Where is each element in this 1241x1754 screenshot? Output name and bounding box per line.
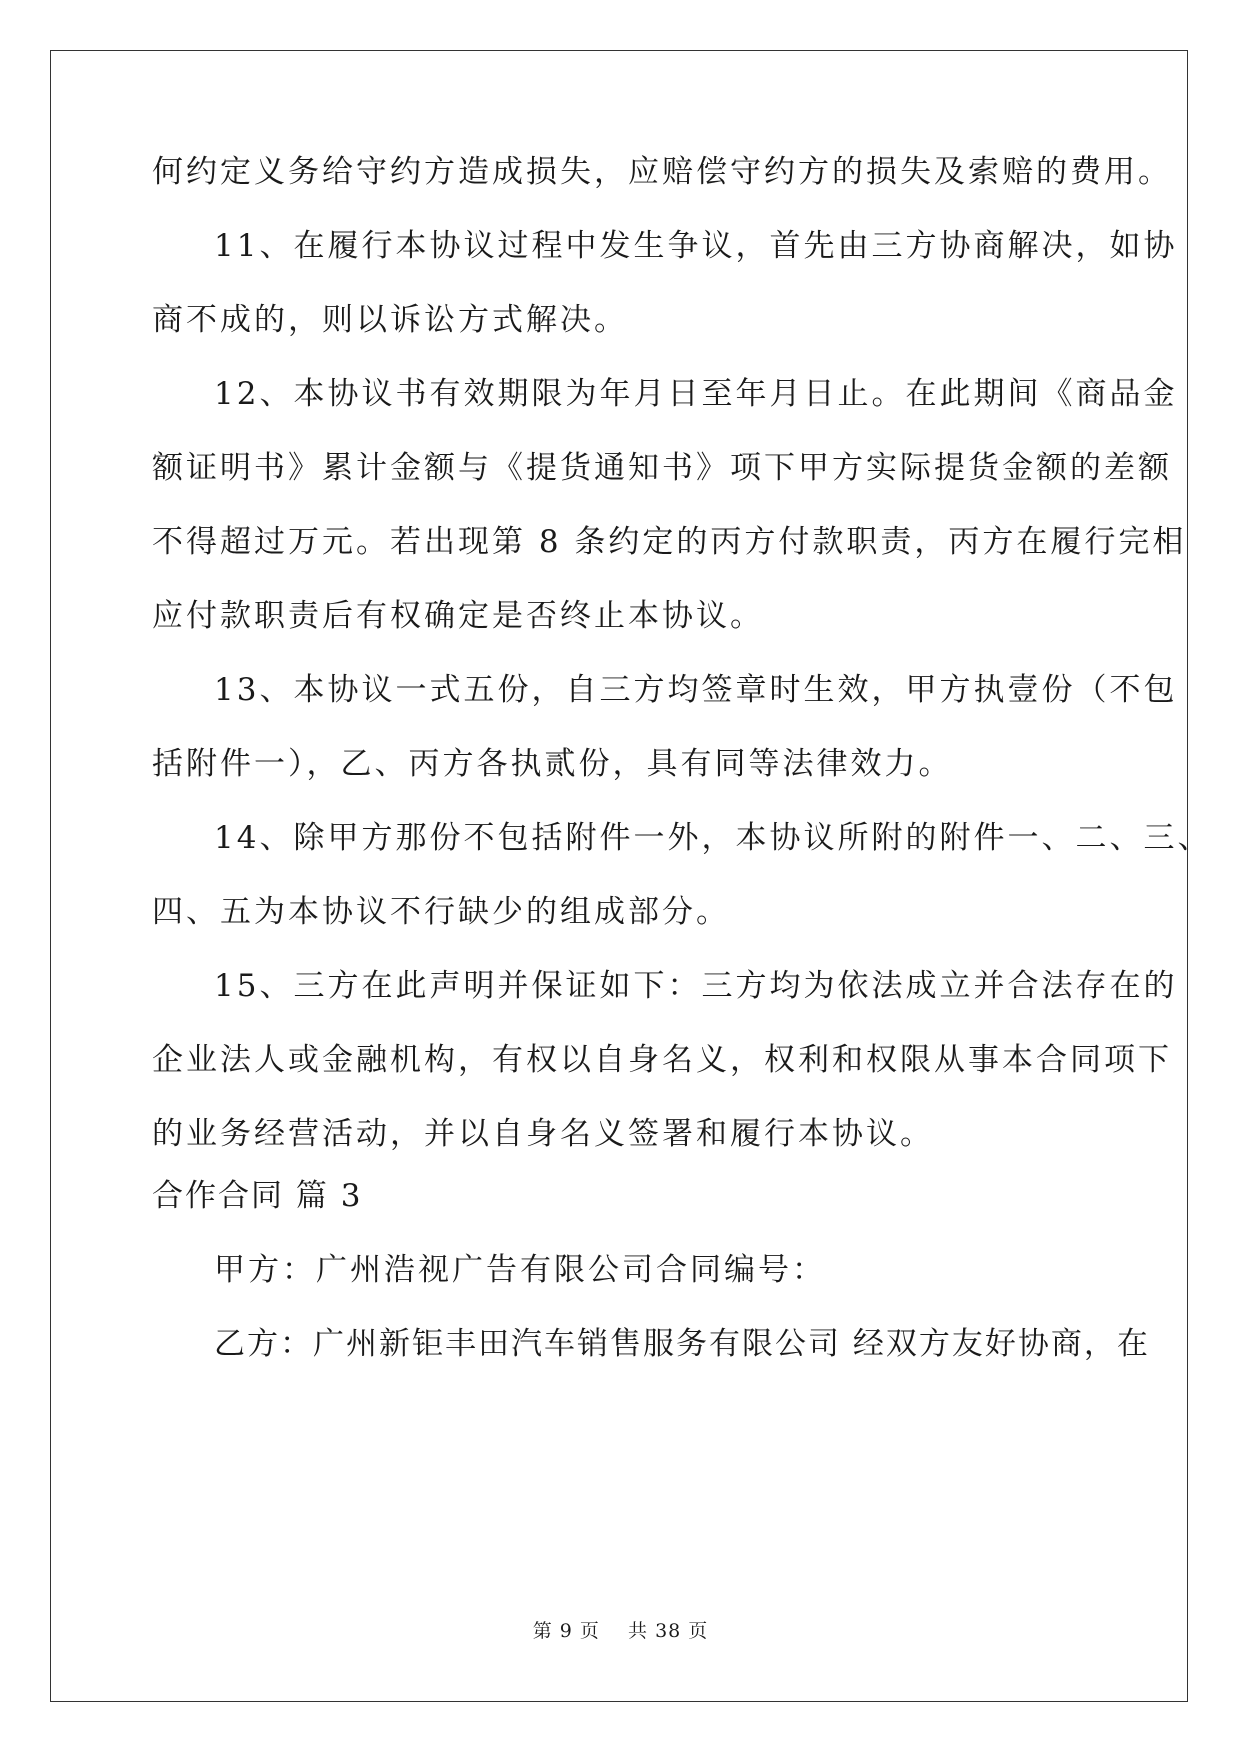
body-line-2: 11、在履行本协议过程中发生争议，首先由三方协商解决，如协 (214, 228, 1178, 264)
page-number-label: 第 9 页 共 38 页 (532, 1620, 709, 1642)
body-line-8: 13、本协议一式五份，自三方均签章时生效，甲方执壹份（不包 (214, 672, 1178, 708)
body-line-1: 何约定义务给守约方造成损失，应赔偿守约方的损失及索赔的费用。 (152, 154, 1172, 190)
body-line-11: 四、五为本协议不行缺少的组成部分。 (152, 894, 730, 930)
body-line-9: 括附件一），乙、丙方各执贰份，具有同等法律效力。 (152, 746, 953, 782)
section-heading: 合作合同 篇 3 (152, 1178, 363, 1214)
body-line-10: 14、除甲方那份不包括附件一外，本协议所附的附件一、二、三、 (214, 820, 1212, 856)
page-border (50, 50, 1188, 1702)
body-line-13: 企业法人或金融机构，有权以自身名义，权利和权限从事本合同项下 (152, 1042, 1172, 1078)
body-line-7: 应付款职责后有权确定是否终止本协议。 (152, 598, 764, 634)
party-b-line: 乙方：广州新钜丰田汽车销售服务有限公司 经双方友好协商，在 (214, 1326, 1150, 1362)
body-line-4: 12、本协议书有效期限为年月日至年月日止。在此期间《商品金 (214, 376, 1178, 412)
party-a-line: 甲方：广州浩视广告有限公司合同编号： (214, 1252, 826, 1288)
body-line-12: 15、三方在此声明并保证如下：三方均为依法成立并合法存在的 (214, 968, 1178, 1004)
body-line-3: 商不成的，则以诉讼方式解决。 (152, 302, 628, 338)
body-line-6: 不得超过万元。若出现第 8 条约定的丙方付款职责，丙方在履行完相 (152, 524, 1187, 560)
body-line-5: 额证明书》累计金额与《提货通知书》项下甲方实际提货金额的差额 (152, 450, 1172, 486)
page-footer (0, 1616, 1241, 1643)
body-line-14: 的业务经营活动，并以自身名义签署和履行本协议。 (152, 1116, 934, 1152)
